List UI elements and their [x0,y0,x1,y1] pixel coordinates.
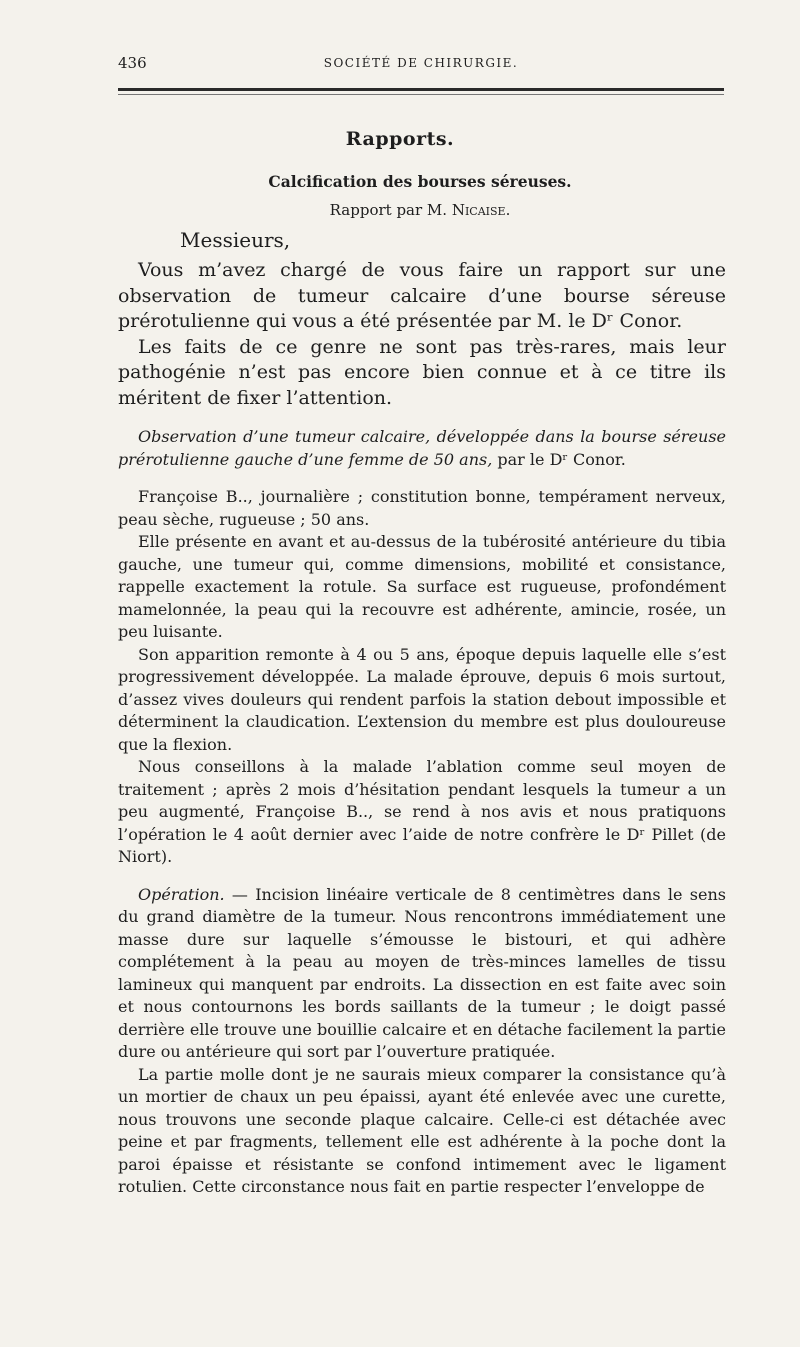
article-title: Calcification des bourses séreuses. [268,172,572,191]
byline-author: Nicaise. [451,201,511,219]
observation-section [118,426,726,1199]
observation-title [118,426,726,471]
byline-prefix: Rapport par M. [329,201,452,219]
page-number: 436 [118,54,147,72]
operation-paragraph-2: La partie molle dont je ne saurais mieux comparer la consistance qu’à un mortier de chaux un peu épaissi, ayant été enlevée avec une curette, nous trouvons une seconde plaque calcaire. Celle-ci est détachée avec peine et par fragments, tellement elle est adhérente à la poche dont la paroi épaisse et résistante se confond intimement avec le ligament rotulien. Cette circonstance nous fait en partie respecter l’enveloppe de [118,1064,726,1196]
observation-paragraph-1: Françoise B.., journalière ; constitution bonne, tempérament nerveux, peau sèche, rugueuse ; 50 ans. [118,487,726,529]
running-head: SOCIÉTÉ DE CHIRURGIE. [323,56,519,70]
intro-text [118,258,726,411]
observation-title-italic: Observation d’une tumeur calcaire, développée dans la bourse séreuse prérotulienne gauche d’une femme de 50 ans, [118,427,726,469]
observation-paragraph-4: Nous conseillons à la malade l’ablation comme seul moyen de traitement ; après 2 mois d’hésitation pendant lesquels la tumeur a un peu augmenté, Françoise B.., se rend à nos avis et nous pratiquons l’opération le 4 août dernier avec l’aide de notre confrère le Dʳ Pillet (de Niort). [118,757,726,866]
header-rule [118,88,724,91]
observation-paragraph-3: Son apparition remonte à 4 ou 5 ans, époque depuis laquelle elle s’est progressivement développée. La malade éprouve, depuis 6 mois surtout, d’assez vives douleurs qui rendent parfois la station debout impossible et déterminent la claudication. L’extension du membre est plus douloureuse que la flexion. [118,644,726,754]
intro-paragraph-1: Vous m’avez chargé de vous faire un rapport sur une observation de tumeur calcaire d’une bourse séreuse prérotulienne qui vous a été présentée par M. le Dʳ Conor. [118,259,726,332]
byline [0,201,800,219]
observation-title-author: par le Dʳ Conor. [492,449,626,469]
intro-paragraph-2: Les faits de ce genre ne sont pas très-rares, mais leur pathogénie n’est pas encore bien connue et à ce titre ils méritent de fixer l’attention. [118,335,726,409]
operation-label: Opération. [138,884,225,904]
operation-text: — Incision linéaire verticale de 8 centimètres dans le sens du grand diamètre de la tumeur. Nous rencontrons immédiatement une masse dure sur laquelle s’émousse le bistouri, et qui adhère complétement à la peau au moyen de très-minces lamelles de tissu lamineux qui manquent par endroits. La dissection en est faite avec soin et nous contournons les bords saillants de la tumeur ; le doigt passé derrière elle trouve une bouillie calcaire et en détache facilement la partie dure ou antérieure qui sort par l’ouverture pratiquée. [118,884,726,1061]
page-header [118,54,724,76]
header-rule-thin [118,94,724,95]
section-heading: Rapports. [345,128,455,150]
observation-paragraph-2: Elle présente en avant et au-dessus de la tubérosité antérieure du tibia gauche, une tumeur qui, comme dimensions, mobilité et consistance, rappelle exactement la rotule. Sa surface est rugueuse, profondément mamelonnée, la peau qui la recouvre est adhérente, amincie, rosée, un peu luisante. [118,532,726,641]
salutation: Messieurs, [180,228,291,252]
operation-paragraph-1 [118,884,726,1064]
